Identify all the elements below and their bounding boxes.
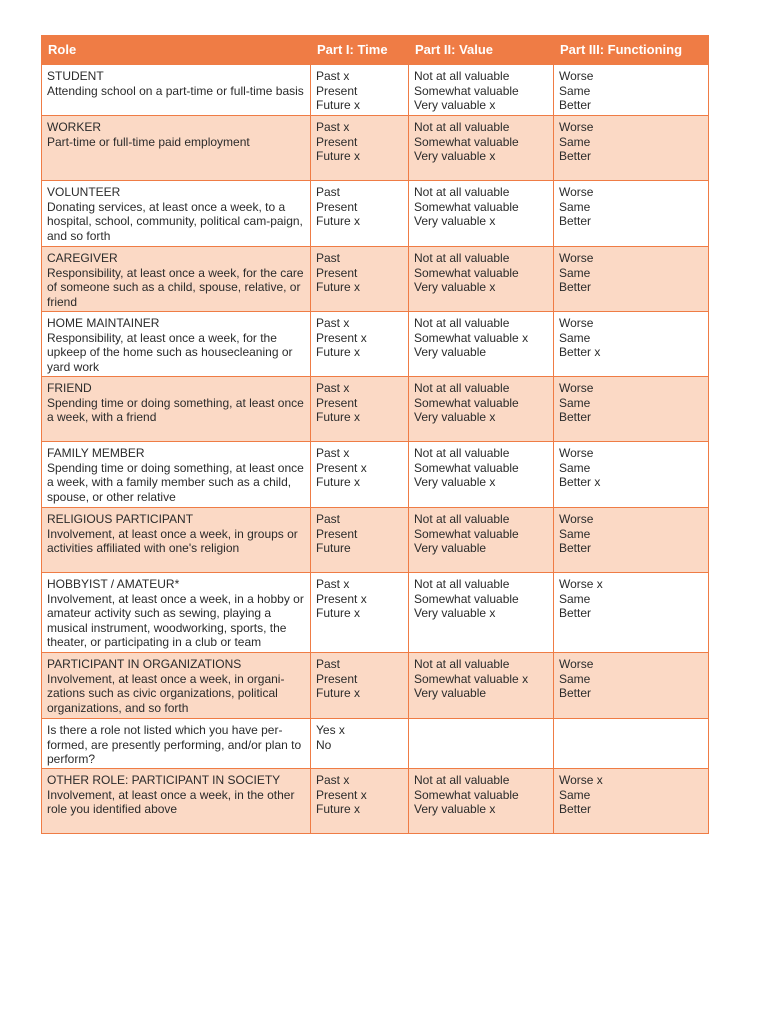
functioning-option: Worse <box>559 185 594 199</box>
role-description: Responsibility, at least once a week, for the upkeep of the home such as housecleaning or yard work <box>47 330 293 374</box>
table-row <box>42 508 709 573</box>
time-option: Past x <box>316 381 350 395</box>
functioning-option: Same <box>559 134 591 149</box>
role-title: HOME MAINTAINER <box>47 316 160 330</box>
value-option: Not at all valuable <box>414 512 510 526</box>
functioning-cell <box>554 312 709 377</box>
functioning-option: Worse <box>559 120 594 134</box>
role-title: FRIEND <box>47 381 92 395</box>
functioning-option: Same <box>559 460 591 475</box>
value-option: Somewhat valuable <box>414 134 519 149</box>
role-description: Involvement, at least once a week, in groups or activities affiliated with one's religion <box>47 526 298 556</box>
role-cell <box>42 116 311 181</box>
role-description: Spending time or doing something, at least once a week, with a friend <box>47 395 304 425</box>
role-title: RELIGIOUS PARTICIPANT <box>47 512 194 526</box>
role-description: Spending time or doing something, at least once a week, with a family member such as a child, spouse, or other relative <box>47 460 304 504</box>
time-option: Present x <box>316 460 367 475</box>
functioning-option: Same <box>559 787 591 802</box>
time-cell <box>311 573 409 653</box>
role-cell <box>42 377 311 442</box>
header-row <box>42 36 709 65</box>
value-option: Not at all valuable <box>414 577 510 591</box>
time-option: Yes x <box>316 723 345 737</box>
value-option: Very valuable x <box>414 606 496 621</box>
time-cell <box>311 508 409 573</box>
table-row <box>42 116 709 181</box>
functioning-option: Same <box>559 83 591 98</box>
time-option: Future x <box>316 149 361 164</box>
time-option: Past x <box>316 120 350 134</box>
value-option: Somewhat valuable x <box>414 330 529 345</box>
role-cell <box>42 573 311 653</box>
table-row <box>42 377 709 442</box>
role-title: HOBBYIST / AMATEUR* <box>47 577 180 591</box>
header-value: Part II: Value <box>409 36 554 65</box>
time-option: Present <box>316 671 358 686</box>
functioning-cell <box>554 653 709 719</box>
time-option: Past x <box>316 69 350 83</box>
role-title: PARTICIPANT IN ORGANIZATIONS <box>47 657 242 671</box>
time-option: Future x <box>316 214 361 229</box>
table-row <box>42 769 709 834</box>
functioning-option: Same <box>559 591 591 606</box>
functioning-option: Better <box>559 686 592 701</box>
value-cell <box>409 65 554 116</box>
functioning-option: Same <box>559 526 591 541</box>
role-cell <box>42 312 311 377</box>
table-row <box>42 312 709 377</box>
time-option: Present x <box>316 787 367 802</box>
functioning-option: Worse <box>559 512 594 526</box>
functioning-option: Better <box>559 802 592 817</box>
header-role: Role <box>42 36 311 65</box>
time-option: Past x <box>316 773 350 787</box>
time-cell <box>311 653 409 719</box>
value-cell <box>409 312 554 377</box>
time-option: Future x <box>316 98 361 113</box>
role-title: STUDENT <box>47 69 104 83</box>
time-option: Present x <box>316 591 367 606</box>
time-cell <box>311 719 409 769</box>
functioning-option: Worse <box>559 381 594 395</box>
value-option: Very valuable <box>414 686 487 701</box>
role-title: VOLUNTEER <box>47 185 121 199</box>
value-option: Somewhat valuable <box>414 83 519 98</box>
functioning-option: Better <box>559 410 592 425</box>
value-option: Not at all valuable <box>414 251 510 265</box>
role-description: Responsibility, at least once a week, for the care of someone such as a child, spouse, relative, or friend <box>47 265 304 309</box>
value-option: Somewhat valuable <box>414 265 519 280</box>
time-cell <box>311 312 409 377</box>
value-cell <box>409 247 554 312</box>
table-row <box>42 719 709 769</box>
time-option: Future x <box>316 606 361 621</box>
time-cell <box>311 116 409 181</box>
value-option: Not at all valuable <box>414 773 510 787</box>
value-cell <box>409 573 554 653</box>
functioning-option: Worse <box>559 69 594 83</box>
table-body <box>42 65 709 834</box>
value-option: Not at all valuable <box>414 316 510 330</box>
time-option: No <box>316 737 332 752</box>
time-option: Past x <box>316 577 350 591</box>
time-option: Future x <box>316 280 361 295</box>
value-cell <box>409 653 554 719</box>
value-option: Very valuable x <box>414 214 496 229</box>
value-cell <box>409 442 554 508</box>
value-option: Not at all valuable <box>414 446 510 460</box>
time-option: Present <box>316 395 358 410</box>
functioning-option: Better <box>559 280 592 295</box>
time-option: Present <box>316 83 358 98</box>
time-option: Past <box>316 185 341 199</box>
role-cell <box>42 769 311 834</box>
functioning-option: Worse <box>559 657 594 671</box>
header-time: Part I: Time <box>311 36 409 65</box>
value-option: Not at all valuable <box>414 185 510 199</box>
role-description: Involvement, at least once a week, in a hobby or amateur activity such as sewing, playing a musical instrument, woodworking, sports, the theater, or participating in a club or team <box>47 591 304 650</box>
functioning-cell <box>554 508 709 573</box>
functioning-option: Same <box>559 265 591 280</box>
functioning-option: Same <box>559 330 591 345</box>
functioning-option: Worse x <box>559 773 603 787</box>
value-cell <box>409 181 554 247</box>
value-option: Very valuable x <box>414 802 496 817</box>
functioning-option: Better <box>559 98 592 113</box>
role-title: CAREGIVER <box>47 251 118 265</box>
time-cell <box>311 377 409 442</box>
role-description: Is there a role not listed which you have per-formed, are presently performing, and/or plan to perform? <box>47 723 302 767</box>
time-option: Past x <box>316 316 350 330</box>
functioning-cell <box>554 719 709 769</box>
time-option: Future x <box>316 410 361 425</box>
time-option: Present <box>316 199 358 214</box>
functioning-option: Better x <box>559 475 601 490</box>
functioning-cell <box>554 247 709 312</box>
role-cell <box>42 65 311 116</box>
value-option: Very valuable x <box>414 149 496 164</box>
value-option: Very valuable <box>414 345 487 360</box>
functioning-option: Same <box>559 671 591 686</box>
time-cell <box>311 65 409 116</box>
role-title: FAMILY MEMBER <box>47 446 145 460</box>
time-option: Future x <box>316 475 361 490</box>
time-option: Future x <box>316 802 361 817</box>
value-option: Somewhat valuable <box>414 591 519 606</box>
functioning-cell <box>554 181 709 247</box>
value-cell <box>409 116 554 181</box>
functioning-cell <box>554 573 709 653</box>
table-row <box>42 653 709 719</box>
role-description: Involvement, at least once a week, in the other role you identified above <box>47 787 295 817</box>
table-row <box>42 442 709 508</box>
role-cell <box>42 653 311 719</box>
role-description: Part-time or full-time paid employment <box>47 134 250 149</box>
functioning-cell <box>554 442 709 508</box>
value-option: Not at all valuable <box>414 381 510 395</box>
time-option: Past <box>316 251 341 265</box>
functioning-cell <box>554 65 709 116</box>
time-option: Future x <box>316 686 361 701</box>
table-row <box>42 181 709 247</box>
value-option: Very valuable <box>414 541 487 556</box>
value-cell <box>409 508 554 573</box>
role-description: Donating services, at least once a week, to a hospital, school, community, political cam-paign, and so forth <box>47 199 303 243</box>
value-cell <box>409 377 554 442</box>
role-description: Involvement, at least once a week, in organi-zations such as civic organizations, political organizations, and so forth <box>47 671 285 715</box>
time-option: Present <box>316 526 358 541</box>
functioning-cell <box>554 116 709 181</box>
role-title: OTHER ROLE: PARTICIPANT IN SOCIETY <box>47 773 281 787</box>
header-functioning: Part III: Functioning <box>554 36 709 65</box>
role-checklist-table <box>41 35 709 834</box>
functioning-option: Worse <box>559 446 594 460</box>
functioning-option: Better <box>559 214 592 229</box>
value-option: Not at all valuable <box>414 120 510 134</box>
value-option: Very valuable x <box>414 410 496 425</box>
time-option: Past <box>316 512 341 526</box>
time-cell <box>311 247 409 312</box>
functioning-option: Same <box>559 395 591 410</box>
table-row <box>42 65 709 116</box>
value-option: Somewhat valuable <box>414 787 519 802</box>
value-option: Not at all valuable <box>414 657 510 671</box>
value-option: Somewhat valuable <box>414 460 519 475</box>
value-option: Somewhat valuable x <box>414 671 529 686</box>
role-cell <box>42 442 311 508</box>
functioning-option: Better x <box>559 345 601 360</box>
time-option: Future <box>316 541 351 556</box>
role-description: Attending school on a part-time or full-time basis <box>47 83 304 98</box>
table-row <box>42 247 709 312</box>
value-option: Very valuable x <box>414 475 496 490</box>
time-cell <box>311 442 409 508</box>
role-cell <box>42 508 311 573</box>
value-option: Very valuable x <box>414 280 496 295</box>
value-cell <box>409 769 554 834</box>
functioning-option: Same <box>559 199 591 214</box>
time-cell <box>311 769 409 834</box>
functioning-option: Worse <box>559 251 594 265</box>
value-option: Not at all valuable <box>414 69 510 83</box>
functioning-option: Better <box>559 149 592 164</box>
functioning-option: Better <box>559 541 592 556</box>
value-option: Very valuable x <box>414 98 496 113</box>
time-option: Future x <box>316 345 361 360</box>
role-cell <box>42 247 311 312</box>
value-option: Somewhat valuable <box>414 199 519 214</box>
role-cell <box>42 181 311 247</box>
functioning-option: Better <box>559 606 592 621</box>
time-option: Past <box>316 657 341 671</box>
time-option: Present <box>316 134 358 149</box>
functioning-option: Worse x <box>559 577 603 591</box>
role-title: WORKER <box>47 120 101 134</box>
functioning-option: Worse <box>559 316 594 330</box>
time-option: Past x <box>316 446 350 460</box>
table-row <box>42 573 709 653</box>
value-option: Somewhat valuable <box>414 526 519 541</box>
value-option: Somewhat valuable <box>414 395 519 410</box>
value-cell <box>409 719 554 769</box>
time-option: Present <box>316 265 358 280</box>
time-cell <box>311 181 409 247</box>
functioning-cell <box>554 377 709 442</box>
functioning-cell <box>554 769 709 834</box>
time-option: Present x <box>316 330 367 345</box>
role-cell <box>42 719 311 769</box>
